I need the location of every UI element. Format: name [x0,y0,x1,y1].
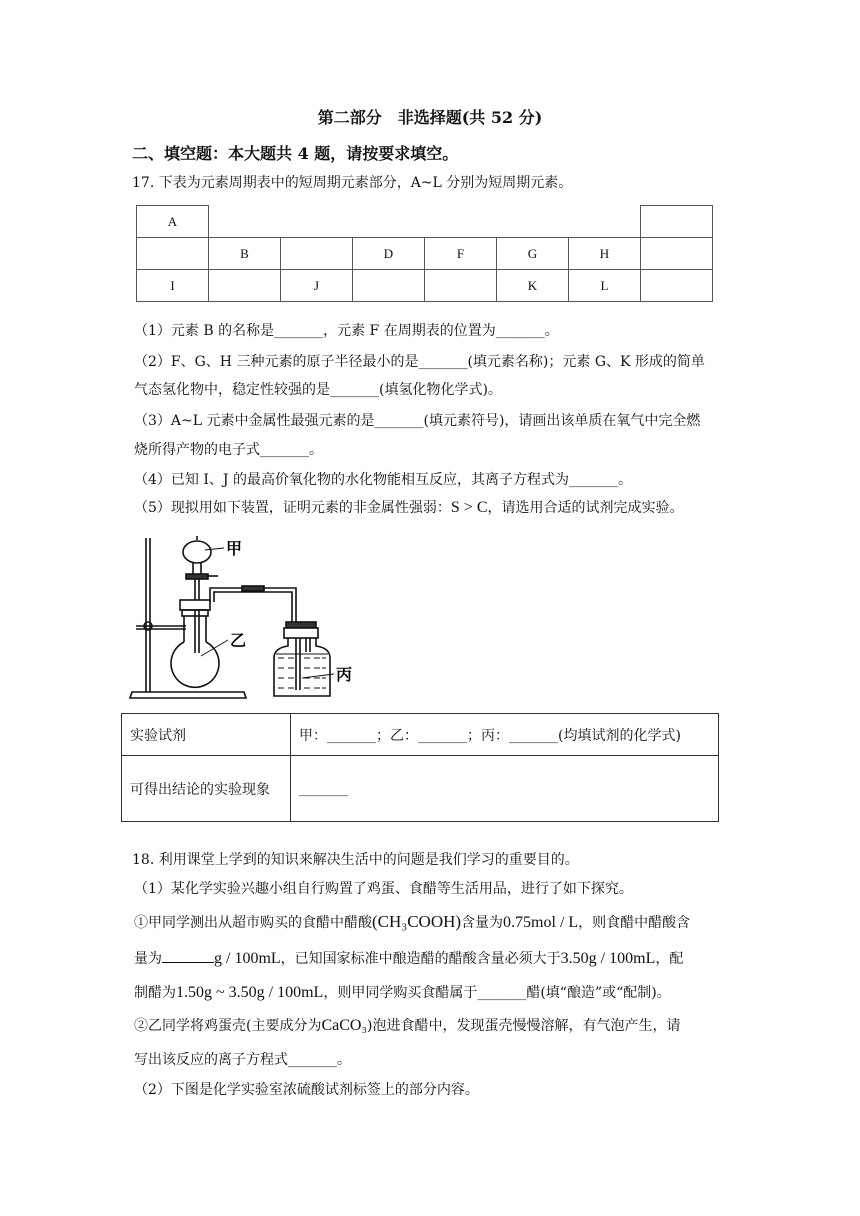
q18-sub2: （2）下图是化学实验室浓硫酸试剂标签上的部分内容。 [134,1082,479,1098]
periodic-table-cell: I [137,270,209,302]
periodic-table-cell: B [209,238,281,270]
sub5-pre: （5）现拟用如下装置，证明元素的非金属性强弱： [134,500,451,516]
periodic-table-cell: F [425,238,497,270]
q17-sub4: （4）已知 I、J 的最高价氧化物的水化物能相互反应，其离子方程式为_______。 [134,472,632,488]
q17-sub3-line2: 烧所得产物的电子式_______。 [134,442,323,458]
a-line3-pre: 制醋为 [134,985,176,1001]
periodic-table-cell [281,238,353,270]
b-line1-math: CaCO₃ [321,1017,368,1034]
sub5-math: S > C [450,499,488,516]
q17-sub2-line1: （2）F、G、H 三种元素的原子半径最小的是_______(填元素名称)；元素 G、K 形成的简单 [134,354,705,370]
periodic-table-row [137,238,713,270]
apparatus-diagram [126,528,366,704]
label-bing: 丙 [336,665,353,684]
q18-a-line2 [134,948,683,969]
section-title: 二、填空题：本大题共 4 题，请按要求填空。 [132,144,459,163]
periodic-table-cell [137,238,209,270]
exp-row2-label: 可得出结论的实验现象 [122,756,291,822]
label-jia: 甲 [226,539,243,558]
periodic-table-cell: K [497,270,569,302]
periodic-table-cell: G [497,238,569,270]
a-line2-post: ，配 [655,951,684,967]
q18-a-line1 [134,912,690,933]
periodic-table-cell: H [569,238,641,270]
a-line2-mid: ，已知国家标准中酿造醋的醋酸含量必须大于 [280,951,561,967]
experiment-table [121,713,719,822]
a-line1-mid: 含量为 [461,915,504,931]
periodic-table-cell [641,270,713,302]
exp-row1-label: 实验试剂 [122,714,291,756]
periodic-table-cell: D [353,238,425,270]
periodic-table [136,205,713,302]
exp-row1-value: 甲：_______；乙：_______；丙：_______(均填试剂的化学式) [291,714,719,756]
q17-sub1: （1）元素 B 的名称是_______，元素 F 在周期表的位置为_______。 [134,323,559,339]
sub5-post: ，请选用合适的试剂完成实验。 [487,500,684,516]
q18-stem: 18. 利用课堂上学到的知识来解决生活中的问题是我们学习的重要目的。 [132,852,579,868]
periodic-table-cell [641,238,713,270]
exp-row2-value: _______ [291,756,719,822]
answer-blank [162,948,214,963]
q17-sub5 [134,498,684,518]
q18-a-line3 [134,983,671,1003]
q18-sub1: （1）某化学实验兴趣小组自行购置了鸡蛋、食醋等生活用品，进行了如下探究。 [134,881,633,897]
a-line3-math: 1.50g ~ 3.50g / 100mL [176,984,324,1001]
q17-sub3-line1: （3）A~L 元素中金属性最强元素的是_______(填元素符号)，请画出该单质在氧气中完全燃 [134,413,701,429]
periodic-table-cell: A [137,206,209,238]
periodic-table-gap [209,206,641,238]
periodic-table-row [137,270,713,302]
a-line2-unit: g / 100mL [214,950,281,967]
a-line2-pre: 量为 [134,951,162,967]
a-line3-post: ，则甲同学购买食醋属于_______醋(填“酿造”或“配制)。 [323,985,671,1001]
b-line1-pre: ②乙同学将鸡蛋壳(主要成分为 [134,1018,322,1034]
q18-b-line2: 写出该反应的离子方程式_______。 [134,1052,351,1068]
periodic-table-cell: L [569,270,641,302]
periodic-table-cell [209,270,281,302]
a-line1-pre: ①甲同学测出从超市购买的食醋中醋酸 [134,915,372,931]
label-yi: 乙 [230,631,247,650]
q17-stem: 17. 下表为元素周期表中的短周期元素部分，A~L 分别为短周期元素。 [132,175,573,191]
periodic-table-row [137,206,713,238]
periodic-table-cell [425,270,497,302]
periodic-table-cell: J [281,270,353,302]
a-line1-post: ，则食醋中醋酸含 [578,915,691,931]
q17-sub2-line2: 气态氢化物中，稳定性较强的是_______(填氢化物化学式)。 [134,382,502,398]
a-line1-math1: (CH₃COOH) [372,912,462,931]
a-line1-math2: 0.75mol / L [503,914,579,931]
periodic-table-cell [353,270,425,302]
periodic-table-cell [641,206,713,238]
part-title: 第二部分 非选择题(共 52 分) [317,108,543,127]
a-line2-math: 3.50g / 100mL [560,950,656,967]
q18-b-line1 [134,1016,681,1036]
b-line1-post: )泡进食醋中，发现蛋壳慢慢溶解，有气泡产生，请 [367,1018,681,1034]
